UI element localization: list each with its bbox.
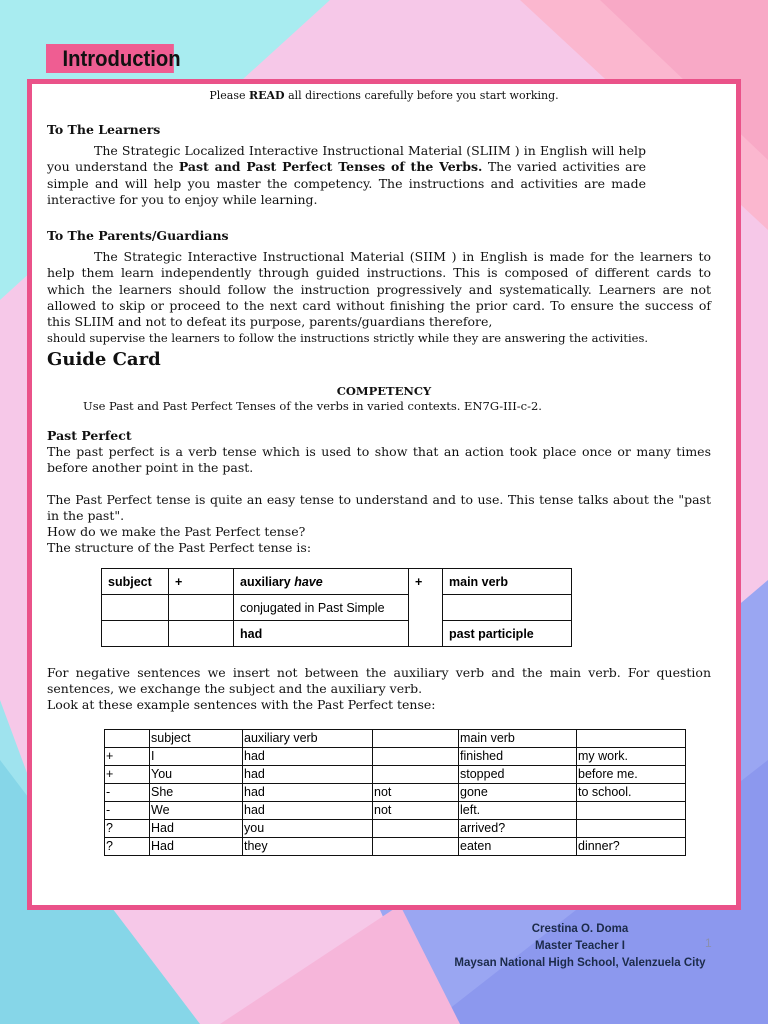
table-cell: We bbox=[150, 802, 243, 820]
parents-heading: To The Parents/Guardians bbox=[47, 228, 229, 243]
page-number: 1 bbox=[705, 936, 712, 950]
table-cell: ? bbox=[105, 820, 150, 838]
author-position: Master Teacher I bbox=[535, 940, 625, 952]
parents-paragraph: The Strategic Interactive Instructional Material (SIIM ) in English is made for the learners to help them learn independently through guided instructions. This is composed of different cards to which the learners should follow the instruction progressively and systematically. Learners are not allowed to skip or proceed to the next card without finishing the prior card. To ensure the success of this SLIIM and not to defeat its purpose, parents/guardians therefore, bbox=[47, 249, 711, 330]
easy-tense-paragraph: The Past Perfect tense is quite an easy tense to understand and to use. This tense talks about the "past in the past". bbox=[47, 492, 711, 524]
table-cell: Had bbox=[150, 838, 243, 856]
table-cell: You bbox=[150, 766, 243, 784]
structure-cell-past-participle: past participle bbox=[443, 621, 572, 647]
table-cell: not bbox=[373, 784, 459, 802]
structure-table bbox=[101, 568, 572, 647]
table-cell: - bbox=[105, 802, 150, 820]
structure-cell-auxiliary: auxiliary have bbox=[234, 569, 409, 595]
examples-header-cell bbox=[577, 730, 686, 748]
table-cell: had bbox=[243, 766, 373, 784]
table-cell: ? bbox=[105, 838, 150, 856]
structure-cell-had: had bbox=[234, 621, 409, 647]
examples-header-cell: main verb bbox=[459, 730, 577, 748]
structure-cell-empty bbox=[443, 595, 572, 621]
author-school: Maysan National High School, Valenzuela City bbox=[454, 957, 706, 969]
table-cell: they bbox=[243, 838, 373, 856]
guide-card-title: Guide Card bbox=[47, 349, 161, 370]
table-row bbox=[105, 838, 686, 856]
structure-cell-conjugated: conjugated in Past Simple bbox=[234, 595, 409, 621]
learners-heading: To The Learners bbox=[47, 122, 161, 137]
negative-question-paragraph: For negative sentences we insert not between the auxiliary verb and the main verb. For question sentences, we exchange the subject and the auxiliary verb. bbox=[47, 665, 711, 697]
table-cell: you bbox=[243, 820, 373, 838]
table-cell bbox=[373, 766, 459, 784]
table-cell bbox=[373, 838, 459, 856]
competency-label: COMPETENCY bbox=[336, 384, 432, 398]
competency-text: Use Past and Past Perfect Tenses of the verbs in varied contexts. EN7G-III-c-2. bbox=[83, 399, 542, 413]
examples-header-cell: auxiliary verb bbox=[243, 730, 373, 748]
table-cell: not bbox=[373, 802, 459, 820]
table-cell: had bbox=[243, 784, 373, 802]
table-cell: finished bbox=[459, 748, 577, 766]
parents-paragraph-last-line: should supervise the learners to follow the instructions strictly while they are answering the activities. bbox=[47, 331, 649, 345]
structure-cell-plus: + bbox=[169, 569, 234, 595]
table-cell bbox=[373, 820, 459, 838]
examples-header-cell: subject bbox=[150, 730, 243, 748]
structure-cell-empty bbox=[102, 621, 169, 647]
past-perfect-definition: The past perfect is a verb tense which is used to show that an action took place once or many times before another point in the past. bbox=[47, 444, 711, 476]
table-cell: had bbox=[243, 748, 373, 766]
examples-table bbox=[104, 729, 686, 856]
table-cell: to school. bbox=[577, 784, 686, 802]
author-name: Crestina O. Doma bbox=[531, 923, 629, 935]
structure-cell-empty bbox=[169, 621, 234, 647]
example-intro: Look at these example sentences with the Past Perfect tense: bbox=[47, 697, 436, 712]
table-cell: Had bbox=[150, 820, 243, 838]
table-cell: eaten bbox=[459, 838, 577, 856]
learners-paragraph: The Strategic Localized Interactive Instructional Material (SLIIM ) in English will help you understand the Past and Past Perfect Tenses of the Verbs. The varied activities are simple and will help you master the competency. The instructions and activities are made interactive for you to enjoy while learning. bbox=[47, 143, 646, 207]
examples-header-row bbox=[105, 730, 686, 748]
structure-cell-empty bbox=[409, 595, 443, 621]
table-row bbox=[105, 820, 686, 838]
table-cell: + bbox=[105, 748, 150, 766]
structure-cell-empty bbox=[169, 595, 234, 621]
table-cell: stopped bbox=[459, 766, 577, 784]
table-cell: - bbox=[105, 784, 150, 802]
table-cell bbox=[577, 820, 686, 838]
table-cell bbox=[577, 802, 686, 820]
table-cell: had bbox=[243, 802, 373, 820]
author-footer bbox=[440, 921, 720, 972]
structure-cell-plus: + bbox=[409, 569, 443, 595]
table-cell: left. bbox=[459, 802, 577, 820]
table-cell bbox=[373, 748, 459, 766]
structure-cell-subject: subject bbox=[102, 569, 169, 595]
structure-cell-empty bbox=[102, 595, 169, 621]
table-cell: arrived? bbox=[459, 820, 577, 838]
table-cell: my work. bbox=[577, 748, 686, 766]
table-cell: She bbox=[150, 784, 243, 802]
table-cell: gone bbox=[459, 784, 577, 802]
table-row bbox=[105, 748, 686, 766]
structure-cell-empty bbox=[409, 621, 443, 647]
table-row bbox=[105, 784, 686, 802]
table-row bbox=[105, 766, 686, 784]
read-directions-line: Please READ all directions carefully before you start working. bbox=[209, 89, 559, 102]
structure-cell-main-verb: main verb bbox=[443, 569, 572, 595]
examples-header-cell bbox=[105, 730, 150, 748]
how-question: How do we make the Past Perfect tense? bbox=[47, 524, 306, 539]
examples-header-cell bbox=[373, 730, 459, 748]
table-cell: + bbox=[105, 766, 150, 784]
structure-intro: The structure of the Past Perfect tense is: bbox=[47, 540, 312, 555]
table-cell: I bbox=[150, 748, 243, 766]
table-cell: before me. bbox=[577, 766, 686, 784]
table-cell: dinner? bbox=[577, 838, 686, 856]
table-row bbox=[105, 802, 686, 820]
section-title-introduction: Introduction bbox=[46, 44, 174, 73]
past-perfect-heading: Past Perfect bbox=[47, 428, 132, 443]
